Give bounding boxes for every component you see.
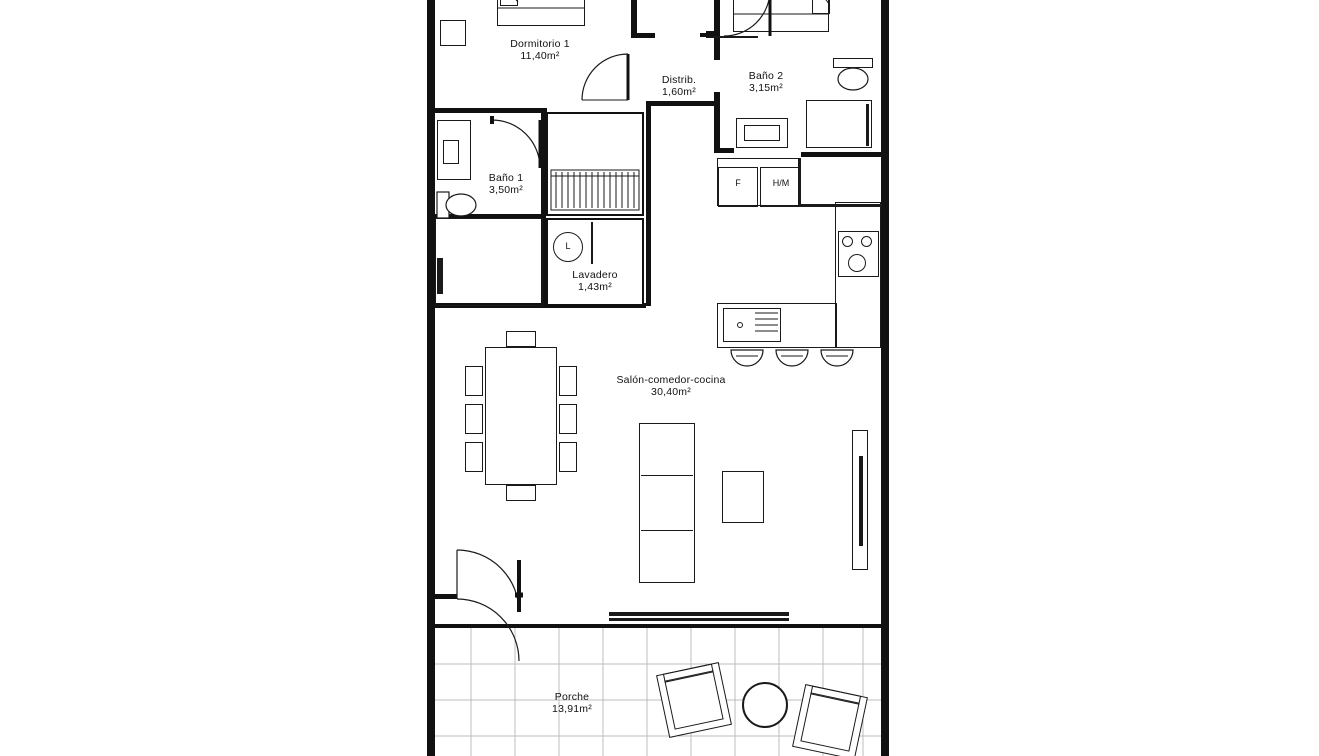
- sofa-cushion-line-2: [641, 530, 693, 531]
- dining-chair-l3: [465, 442, 483, 472]
- exterior-wall-right: [881, 0, 889, 628]
- living-room-sliding-door-inner: [609, 618, 789, 621]
- bano2-shower-screen: [866, 104, 869, 146]
- room-label-bano2: Baño 2 3,15m²: [748, 70, 784, 95]
- partition-distrib-laundry: [646, 101, 651, 306]
- bano2-wall-left: [714, 0, 720, 60]
- dining-table: [485, 347, 557, 485]
- sofa: [639, 423, 695, 583]
- bedroom1-nightstand: [440, 20, 466, 46]
- bano1-mirror-inner: [443, 140, 459, 164]
- living-room-sliding-door: [609, 612, 789, 616]
- kitchen-counter-return: [798, 204, 882, 207]
- entry-door-jamb: [435, 594, 457, 599]
- terrace-armchair-left: [656, 662, 732, 738]
- room-label-bano1: Baño 1 3,50m²: [488, 172, 524, 197]
- laundry-divider: [591, 222, 593, 264]
- bedroom1-pillow: [500, 0, 518, 6]
- bedroom1-wall-bottom: [435, 108, 545, 113]
- dining-chair-r3: [559, 442, 577, 472]
- kitchen-sink: [723, 308, 781, 342]
- wardrobe: [546, 112, 644, 216]
- terrace-round-table: [742, 682, 788, 728]
- storage-unit: [435, 218, 543, 306]
- dining-chair-r2: [559, 404, 577, 434]
- washing-machine-label: L: [565, 241, 571, 251]
- dining-chair-r1: [559, 366, 577, 396]
- exterior-wall-left: [427, 0, 435, 628]
- bedroom2-wall-bottom-2: [700, 33, 714, 37]
- hob-burner-2: [861, 236, 872, 247]
- bano2-vanity: [736, 118, 788, 148]
- room-label-distrib: Distrib. 1,60m²: [661, 74, 697, 99]
- bano2-wall-bottom: [801, 152, 881, 157]
- dining-chair-top: [506, 331, 536, 347]
- appliance-label-washer-dryer: H/M: [772, 178, 790, 188]
- coffee-table: [722, 471, 764, 523]
- bedroom2-pillow: [812, 0, 830, 14]
- appliance-label-fridge: F: [735, 178, 741, 188]
- sofa-cushion-line-1: [641, 475, 693, 476]
- terrace-wall-left: [427, 628, 435, 756]
- bano2-shower-tray: [806, 100, 872, 148]
- distrib-wall-stub: [637, 33, 655, 38]
- terrace-wall-right: [881, 628, 889, 756]
- partition-distrib-top: [646, 101, 716, 106]
- room-label-lavadero: Lavadero 1,43m²: [572, 269, 618, 294]
- bano2-toilet-cistern: [833, 58, 873, 68]
- room-label-porche: Porche 13,91m²: [552, 691, 592, 716]
- dining-chair-bottom: [506, 485, 536, 501]
- house-terrace-divider: [427, 624, 889, 628]
- room-label-salon: Salón-comedor-cocina 30,40m²: [616, 374, 726, 399]
- terrace-armchair-right: [792, 684, 868, 756]
- dining-chair-l1: [465, 366, 483, 396]
- kitchen-partition-horizontal: [714, 148, 734, 153]
- room-label-dormitorio1: Dormitorio 1 11,40m²: [510, 38, 570, 63]
- living-room-window-frame: [852, 430, 868, 570]
- hob-burner-1: [842, 236, 853, 247]
- dining-chair-l2: [465, 404, 483, 434]
- hob-burner-3: [848, 254, 866, 272]
